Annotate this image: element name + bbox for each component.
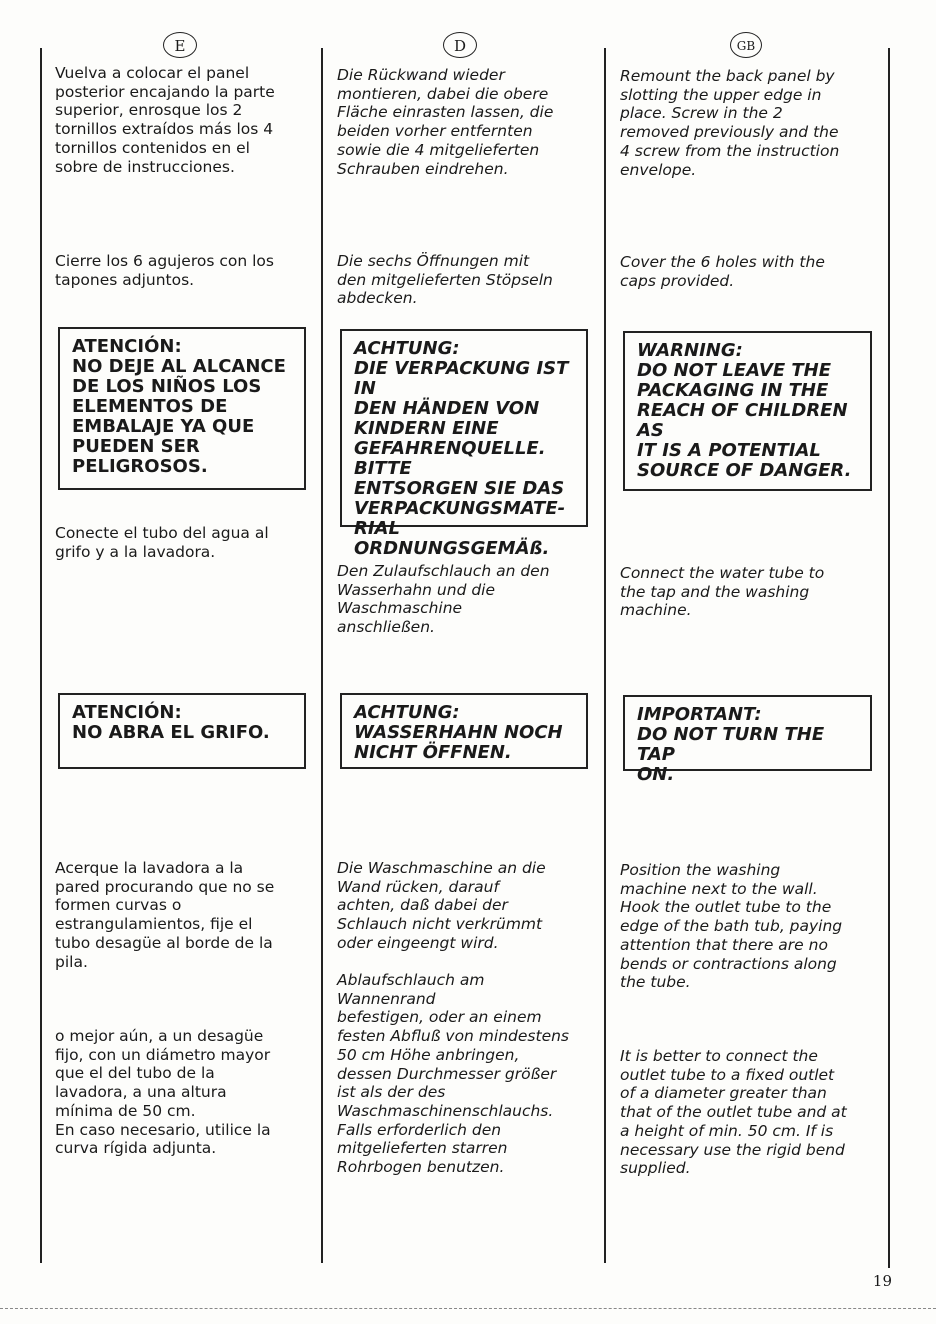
instruction-cover-holes: Die sechs Öffnungen mit den mitgelieferten Stöpseln abdecken. — [337, 252, 553, 308]
warning-tap-box: ACHTUNG: WASSERHAHN NOCH NICHT ÖFFNEN. — [340, 693, 588, 769]
warning-packaging-box: ACHTUNG: DIE VERPACKUNG IST IN DEN HÄNDEN VON KINDERN EINE GEFAHRENQUELLE. BITTE ENTSORGEN SIE DAS VERPACKUNGSMATE- RIAL ORDNUNGSGEMÄß. — [340, 329, 588, 527]
instruction-fixed-outlet: Ablaufschlauch am Wannenrand befestigen, oder an einem festen Abfluß von mindestens 50 cm Höhe anbringen, dessen Durchmesser größer ist als der des Waschmaschinenschlauchs. Falls erforderlich den mitgelieferten starren Rohrbogen benutzen. — [337, 971, 570, 1177]
instruction-connect-water: Den Zulaufschlauch an den Wasserhahn und die Waschmaschine anschließen. — [337, 562, 550, 637]
warning-tap-box: IMPORTANT: DO NOT TURN THE TAP ON. — [623, 695, 872, 771]
column-divider — [604, 48, 606, 1263]
instruction-position-machine: Position the washing machine next to the wall. Hook the outlet tube to the edge of the bath tub, paying attention that there are no bends or contractions along the tube. — [620, 861, 843, 992]
page-bottom-rule — [0, 1308, 936, 1309]
instruction-position-machine: Die Waschmaschine an die Wand rücken, darauf achten, daß dabei der Schlauch nicht verkrümmt oder eingeengt wird. — [337, 859, 546, 952]
instruction-connect-water: Connect the water tube to the tap and the washing machine. — [620, 564, 825, 620]
instruction-cover-holes: Cierre los 6 agujeros con los tapones adjuntos. — [55, 252, 274, 289]
instruction-connect-water: Conecte el tubo del agua al grifo y a la lavadora. — [55, 524, 269, 561]
language-badge-english: GB — [730, 32, 762, 58]
instruction-cover-holes: Cover the 6 holes with the caps provided. — [620, 253, 825, 290]
warning-packaging-box: ATENCIÓN: NO DEJE AL ALCANCE DE LOS NIÑOS LOS ELEMENTOS DE EMBALAJE YA QUE PUEDEN SER PELIGROSOS. — [58, 327, 306, 490]
page-number: 19 — [872, 1272, 892, 1290]
instruction-back-panel: Die Rückwand wieder montieren, dabei die obere Fläche einrasten lassen, die beiden vorher entfernten sowie die 4 mitgelieferten Schrauben eindrehen. — [337, 66, 554, 178]
column-divider — [888, 48, 890, 1268]
instruction-position-machine: Acerque la lavadora a la pared procurando que no se formen curvas o estrangulamientos, fije el tubo desagüe al borde de la pila. — [55, 859, 275, 971]
instruction-back-panel: Remount the back panel by slotting the upper edge in place. Screw in the 2 removed previously and the 4 screw from the instruction envelope. — [620, 67, 840, 179]
column-divider — [40, 48, 42, 1263]
column-german — [337, 0, 587, 1324]
instruction-back-panel: Vuelva a colocar el panel posterior encajando la parte superior, enrosque los 2 tornillos extraídos más los 4 tornillos contenidos en el sobre de instrucciones. — [55, 64, 275, 176]
warning-tap-box: ATENCIÓN: NO ABRA EL GRIFO. — [58, 693, 306, 769]
column-english — [620, 0, 870, 1324]
warning-packaging-box: WARNING: DO NOT LEAVE THE PACKAGING IN THE REACH OF CHILDREN AS IT IS A POTENTIAL SOURCE OF DANGER. — [623, 331, 872, 491]
language-badge-german: D — [443, 32, 477, 58]
instruction-fixed-outlet: It is better to connect the outlet tube to a fixed outlet of a diameter greater than that of the outlet tube and at a height of min. 50 cm. If is necessary use the rigid bend supplied. — [620, 1047, 847, 1178]
instruction-fixed-outlet: o mejor aún, a un desagüe fijo, con un diámetro mayor que el del tubo de la lavadora, a una altura mínima de 50 cm. En caso necesario, utilice la curva rígida adjunta. — [55, 1027, 271, 1158]
column-spanish — [55, 0, 305, 1324]
language-badge-spanish: E — [163, 32, 197, 58]
column-divider — [321, 48, 323, 1263]
